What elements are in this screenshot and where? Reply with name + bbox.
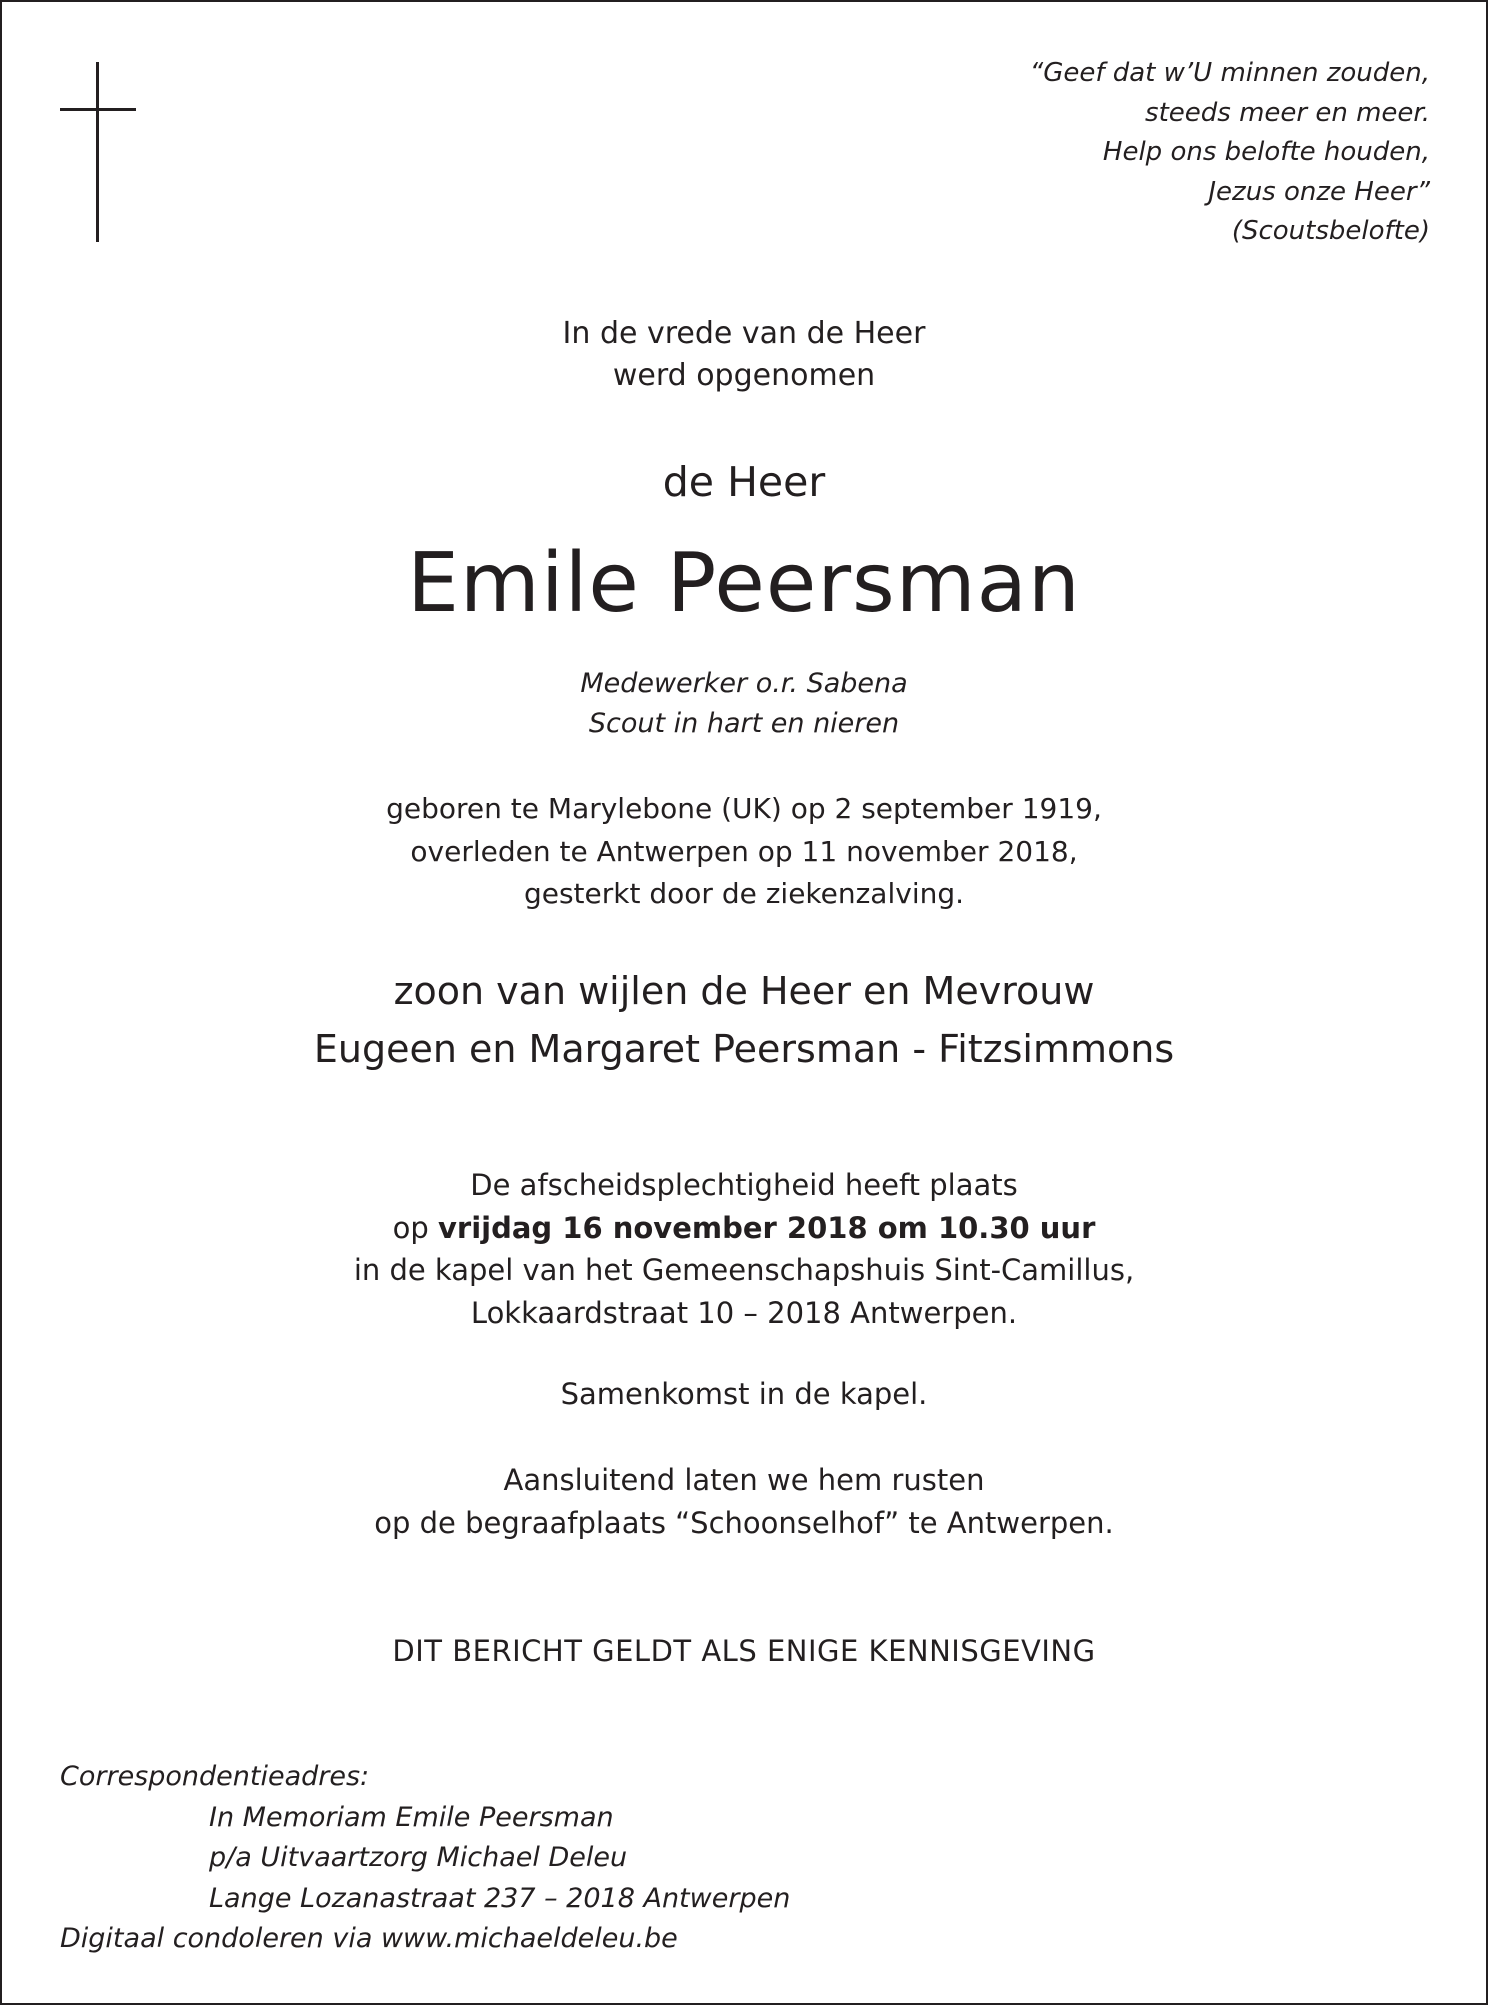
correspondence-block — [60, 1757, 790, 1960]
quote-line: Jezus onze Heer” — [1208, 176, 1430, 207]
condolence-line: Digitaal condoleren via www.michaeldeleu.be — [60, 1923, 678, 1954]
condolence-link[interactable]: www.michaeldeleu.be — [380, 1923, 678, 1954]
burial-text: Aansluitend laten we hem rusten op de begraafplaats “Schoonselhof” te Antwerpen. — [374, 1463, 1114, 1540]
parents-text: zoon van wijlen de Heer en Mevrouw Eugeen en Margaret Peersman - Fitzsimmons — [313, 969, 1175, 1071]
honorific-title: de Heer — [662, 458, 826, 506]
scout-promise-quote — [870, 54, 1430, 252]
address-line: In Memoriam Emile Peersman — [209, 1801, 614, 1833]
ceremony-details: De afscheidsplechtigheid heeft plaats op vrijdag 16 november 2018 om 10.30 uur in de kapel van het Gemeenschapshuis Sint-Camillus, Lokkaardstraat 10 – 2018 Antwerpen. — [353, 1168, 1135, 1330]
roles-text: Medewerker o.r. Sabena Scout in hart en nieren — [580, 668, 908, 739]
correspondence-label: Correspondentieadres: — [60, 1761, 370, 1792]
address-line: Lange Lozanastraat 237 – 2018 Antwerpen — [209, 1882, 791, 1914]
quote-line: “Geef dat w’U minnen zouden, — [1029, 58, 1430, 88]
deceased-name: Emile Peersman — [407, 536, 1081, 631]
quote-line: steeds meer en meer. — [1145, 97, 1430, 128]
quote-line: Help ons belofte houden, — [1102, 137, 1430, 167]
quote-source: (Scoutsbelofte) — [1231, 216, 1430, 246]
ceremony-datetime: vrijdag 16 november 2018 om 10.30 uur — [438, 1210, 1096, 1245]
intro-text: In de vrede van de Heer werd opgenomen — [562, 316, 926, 393]
birth-death-dates: geboren te Marylebone (UK) op 2 september 1919, overleden te Antwerpen op 11 november 2018, gesterkt door de ziekenzalving. — [386, 792, 1102, 910]
meeting-text: Samenkomst in de kapel. — [560, 1377, 928, 1411]
cross-icon — [60, 62, 138, 242]
notice-text: DIT BERICHT GELDT ALS ENIGE KENNISGEVING — [392, 1634, 1096, 1668]
address-line: p/a Uitvaartzorg Michael Deleu — [209, 1842, 628, 1873]
